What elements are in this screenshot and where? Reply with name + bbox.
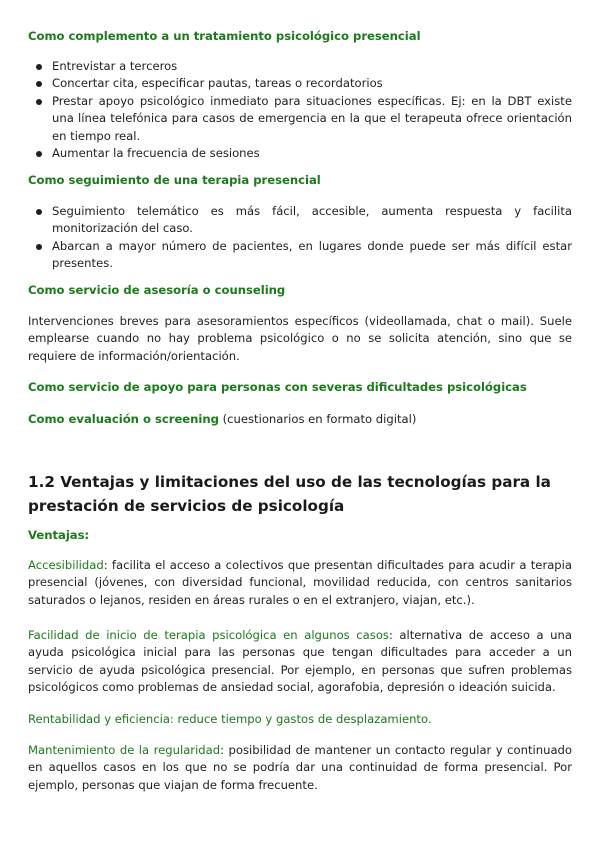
term-facilidad-inicio: Facilidad de inicio de terapia psicológica en algunos casos <box>28 628 389 642</box>
ventajas-label: Ventajas: <box>28 528 90 542</box>
list-item: Entrevistar a terceros <box>28 58 572 75</box>
heading-seguimiento: Como seguimiento de una terapia presencial <box>28 173 321 187</box>
list-item: Abarcan a mayor número de pacientes, en lugares donde puede ser más difícil estar presentes. <box>28 238 572 273</box>
paragraph-accesibilidad <box>28 557 572 609</box>
list-item: Aumentar la frecuencia de sesiones <box>28 145 572 162</box>
paragraph-evaluacion <box>28 411 572 428</box>
heading-complemento-presencial: Como complemento a un tratamiento psicológico presencial <box>28 29 421 43</box>
paragraph-facilidad-inicio <box>28 627 572 697</box>
list-seguimiento <box>28 203 572 273</box>
list-complemento-presencial <box>28 58 572 162</box>
text-facilidad-inicio: : alternativa de acceso a una ayuda psicológica inicial para las personas que tengan dificultades para acceder a un servicio de ayuda psicológica presencial. Por ejemplo, en personas que sufren problemas psicológicos como problemas de ansiedad social, agorafobia, depresión o ideación suicida. <box>28 628 572 695</box>
list-item: Prestar apoyo psicológico inmediato para situaciones específicas. Ej: en la DBT existe una línea telefónica para casos de emergencia en la que el terapeuta ofrece orientación en tiempo real. <box>28 93 572 145</box>
heading-asesoria: Como servicio de asesoría o counseling <box>28 283 286 297</box>
term-regularidad: Mantenimiento de la regularidad <box>28 743 221 757</box>
heading-evaluacion: Como evaluación o screening <box>28 412 219 426</box>
term-accesibilidad: Accesibilidad <box>28 558 104 572</box>
evaluacion-text: (cuestionarios en formato digital) <box>218 412 417 426</box>
paragraph-rentabilidad <box>28 711 572 728</box>
section-title-1-2: 1.2 Ventajas y limitaciones del uso de las tecnologías para la prestación de servicios de psicología <box>28 473 551 515</box>
paragraph-regularidad <box>28 742 572 794</box>
text-regularidad: : posibilidad de mantener un contacto regular y continuado en aquellos casos en los que no se podría dar una continuidad de forma presencial. Por ejemplo, personas que viajan de forma frecuente. <box>28 743 572 792</box>
list-item: Seguimiento telemático es más fácil, accesible, aumenta respuesta y facilita monitorización del caso. <box>28 203 572 238</box>
list-item: Concertar cita, especificar pautas, tareas o recordatorios <box>28 75 572 92</box>
term-rentabilidad: Rentabilidad y eficiencia: reduce tiempo y gastos de desplazamiento. <box>28 712 432 726</box>
paragraph-asesoria: Intervenciones breves para asesoramientos específicos (videollamada, chat o mail). Suele emplearse cuando no hay problema psicológico o no se solicita atención, sino que se requiere de información/orientación. <box>28 314 572 363</box>
heading-apoyo-severas: Como servicio de apoyo para personas con severas dificultades psicológicas <box>28 380 527 394</box>
text-accesibilidad: : facilita el acceso a colectivos que presentan dificultades para acudir a terapia presencial (jóvenes, con diversidad funcional, movilidad reducida, con centros sanitarios saturados o lejanos, residen en áreas rurales o en el extranjero, viajan, etc.). <box>28 558 572 607</box>
